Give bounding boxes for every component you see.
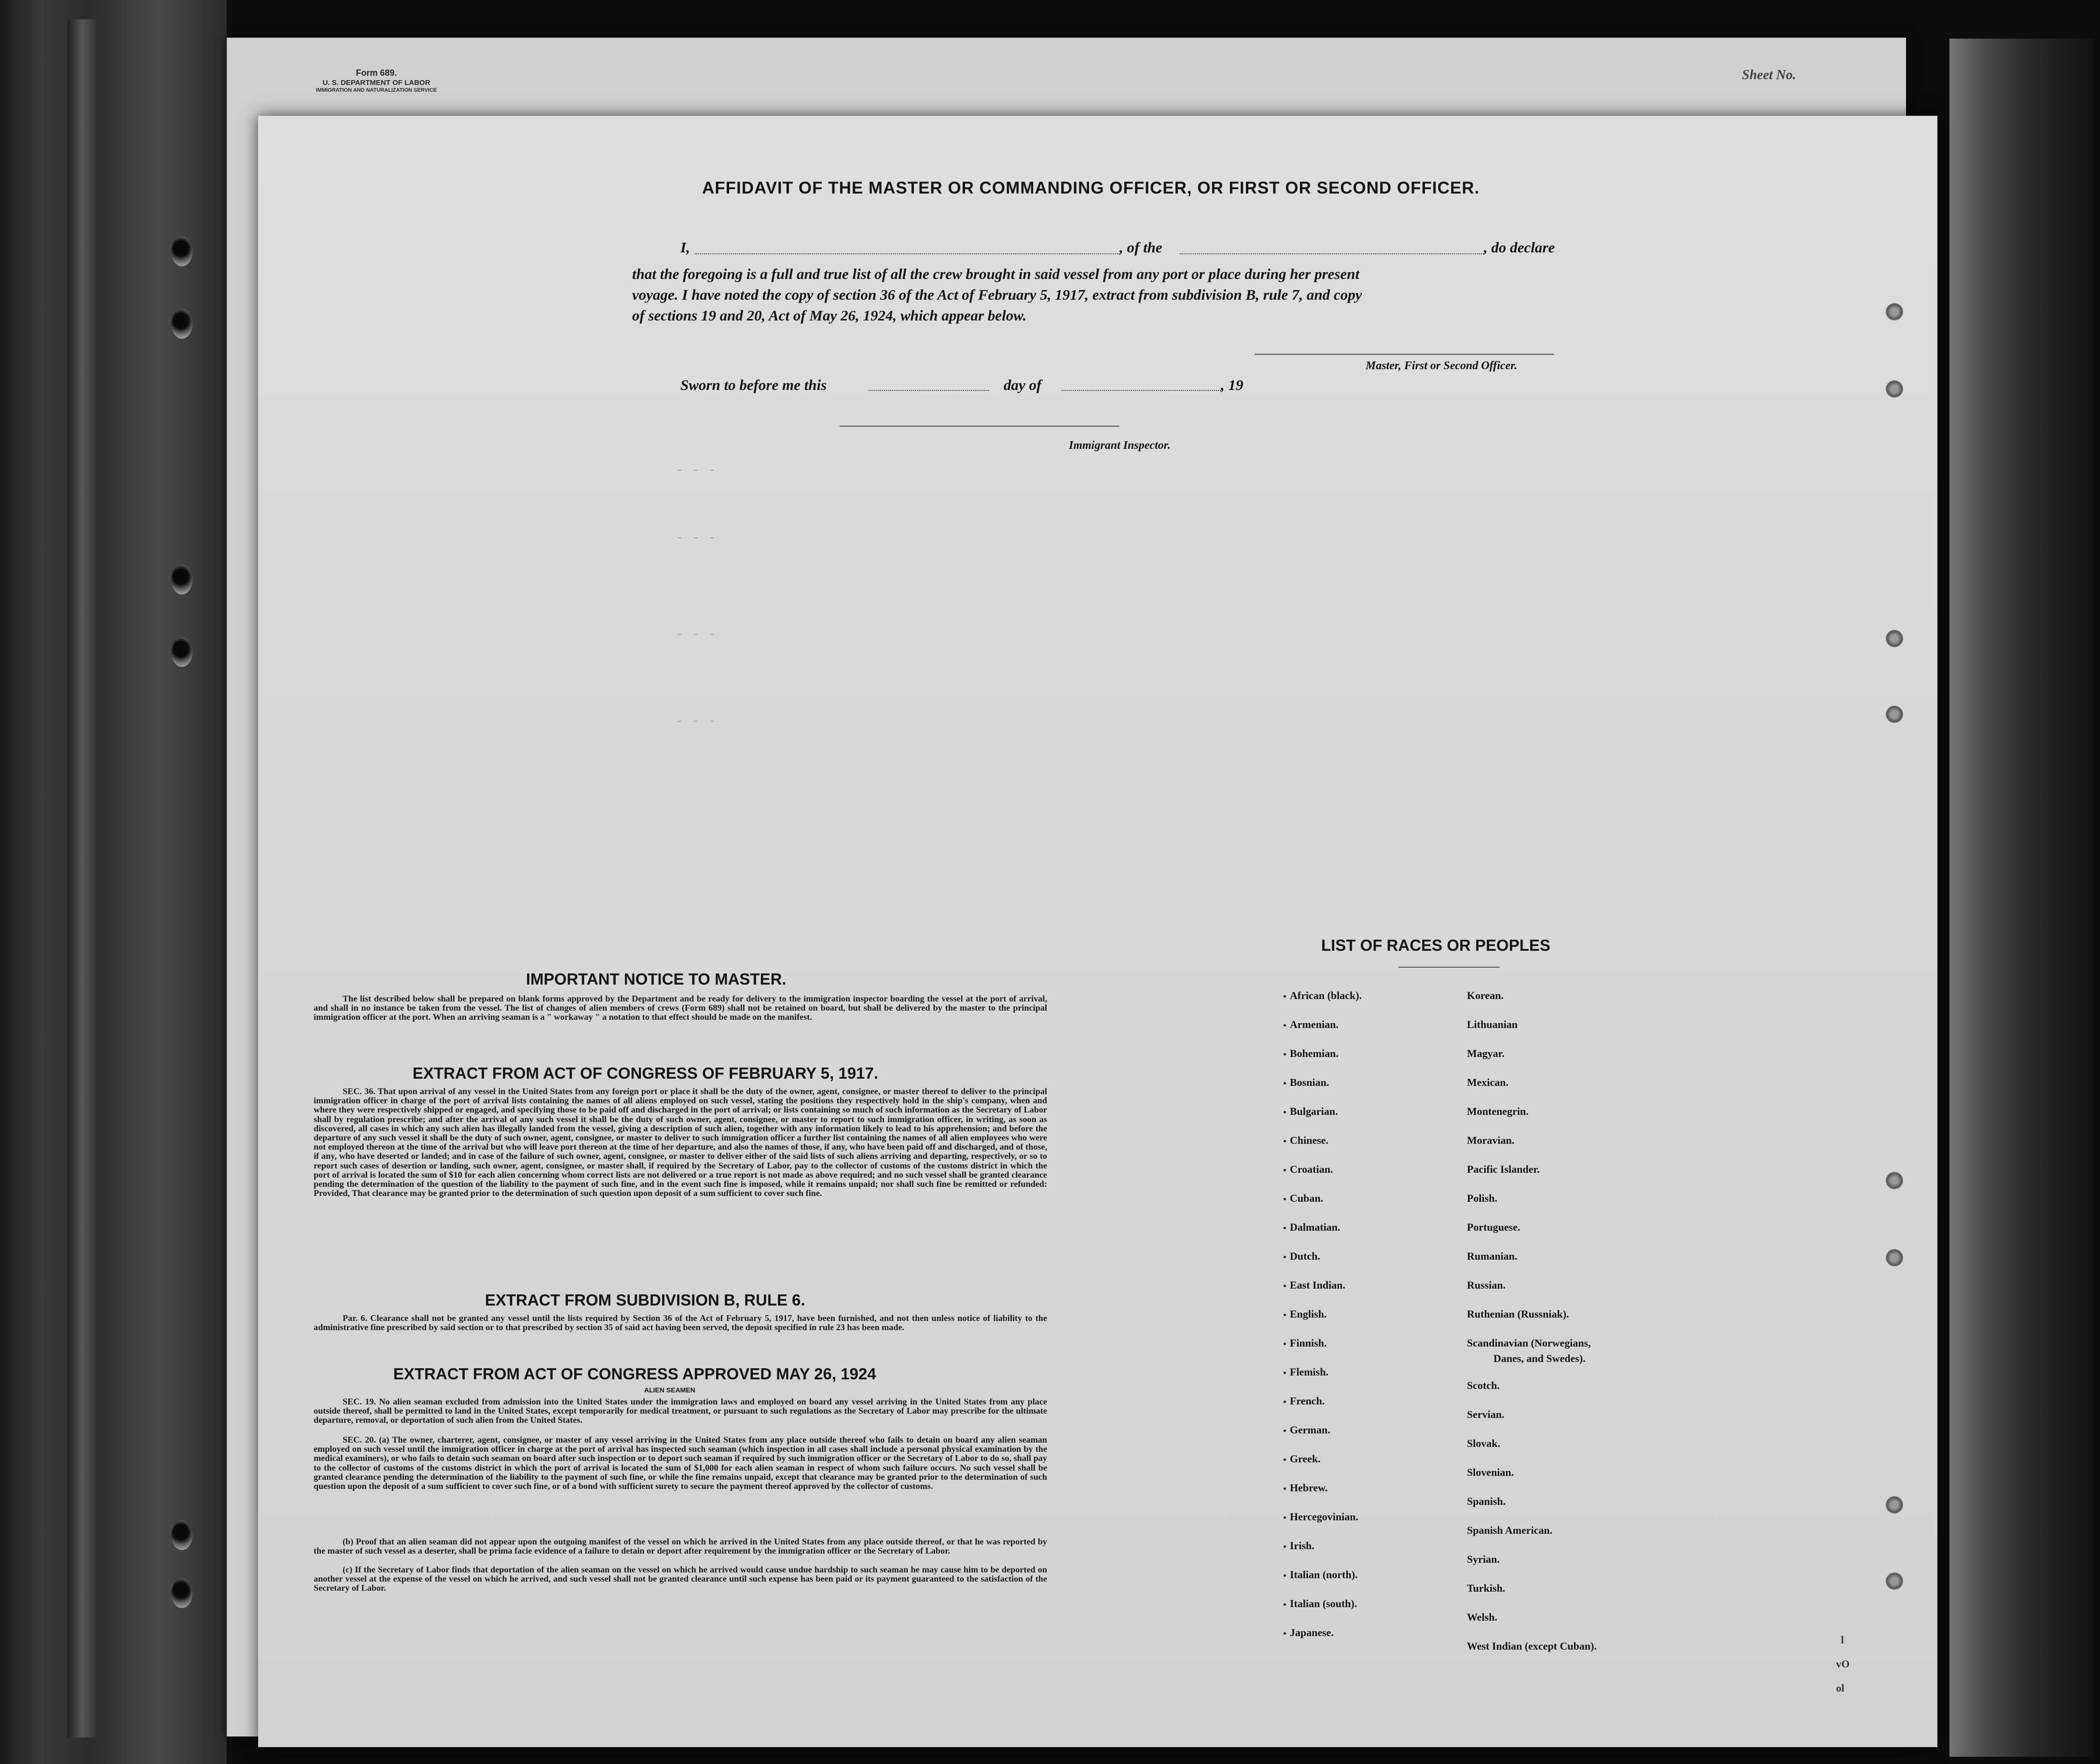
race-item xyxy=(1284,1540,1314,1552)
extract-1924-subtitle: ALIEN SEAMEN xyxy=(644,1386,695,1394)
punch-hole xyxy=(1886,630,1903,647)
race-label: Bohemian. xyxy=(1290,1047,1339,1059)
binder-edge xyxy=(68,19,97,1737)
edge-fragment: l xyxy=(1841,1634,1844,1646)
race-item: Welsh. xyxy=(1467,1611,1497,1623)
bullet-dot xyxy=(1284,1574,1286,1577)
race-item: Korean. xyxy=(1467,989,1504,1001)
punch-hole xyxy=(1886,1496,1903,1514)
race-item: Lithuanian xyxy=(1467,1018,1518,1030)
bullet-dot xyxy=(1284,1285,1286,1287)
race-item xyxy=(1284,1163,1333,1176)
affidavit-sheet xyxy=(258,116,1937,1747)
punch-hole xyxy=(171,309,193,339)
bullet-dot xyxy=(1284,1198,1286,1200)
page-stack-shadow xyxy=(1949,39,2094,1757)
race-item xyxy=(1284,1047,1339,1060)
sheet-number-label: Sheet No. xyxy=(1742,68,1796,83)
affidavit-title: AFFIDAVIT OF THE MASTER OR COMMANDING OFFICER, OR FIRST OR SECOND OFFICER. xyxy=(702,179,1480,197)
race-label: African (black). xyxy=(1290,989,1362,1001)
bullet-dot xyxy=(1284,1169,1286,1171)
race-item: Moravian. xyxy=(1467,1134,1515,1146)
bullet-dot xyxy=(1284,1430,1286,1432)
sec-20a-body: SEC. 20. (a) The owner, charterer, agent, consignee, or master of any vessel arriving in the United States from any place outside thereof who fails to detain on board any alien seaman employed on such vessel until the immigration officer in charge at the port of arrival has inspected such seaman (which inspection in all cases shall include a personal physical examination by the medical examiners), or who fails to detain such seaman on board after such inspection or to deport such seaman if required by such immigration officer or the Secretary of Labor to do so, shall pay to the collector of customs of the customs district in which the port of arrival is located the sum of $1,000 for each alien seaman in respect of whom such failure occurs. No such vessel shall be granted clearance pending the determination of the liability to the payment of such fine, or while the fine remains unpaid, except that clearance may be granted prior to the determination of such question upon the deposit of a sum sufficient to cover such fine, or of a bond with sufficient surety to secure the payment thereof approved by the collector of customs. xyxy=(314,1435,1047,1491)
race-label: Hebrew. xyxy=(1290,1482,1328,1494)
race-item xyxy=(1284,1221,1340,1234)
punch-hole xyxy=(1886,303,1903,320)
extract-1917-title: EXTRACT FROM ACT OF CONGRESS OF FEBRUARY 5, 1917. xyxy=(413,1064,879,1082)
race-label: Dutch. xyxy=(1290,1250,1320,1262)
race-item: Slovenian. xyxy=(1467,1466,1514,1478)
race-label: Greek. xyxy=(1290,1453,1321,1465)
bullet-dot xyxy=(1284,1314,1286,1316)
race-item xyxy=(1284,1018,1339,1031)
race-label: Italian (south). xyxy=(1290,1597,1357,1610)
race-label: Dalmatian. xyxy=(1290,1221,1340,1233)
race-item xyxy=(1284,1337,1326,1349)
bullet-dot xyxy=(1284,1545,1286,1548)
bullet-dot xyxy=(1284,1256,1286,1258)
race-label: Flemish. xyxy=(1290,1366,1329,1378)
bullet-dot xyxy=(1284,1343,1286,1345)
sworn-month-line xyxy=(1062,390,1221,391)
punch-hole xyxy=(171,236,193,266)
race-item: Mexican. xyxy=(1467,1076,1509,1088)
race-item xyxy=(1284,1134,1328,1147)
race-label: German. xyxy=(1290,1424,1330,1436)
race-item: Scandinavian (Norwegians, xyxy=(1467,1337,1591,1349)
race-item: Scotch. xyxy=(1467,1379,1500,1391)
race-label: Irish. xyxy=(1290,1540,1314,1552)
edge-fragment: vO xyxy=(1836,1658,1850,1670)
race-item xyxy=(1284,1424,1330,1436)
race-label: Hercegovinian. xyxy=(1290,1511,1358,1523)
extract-rule6-body: Par. 6. Clearance shall not be granted any vessel until the lists required by Section 36 of the Act of February 5, 1917, have been furnished, and not then unless notice of liability to the administrative fine prescribed by said section or to that prescribed by section 35 of said act having been served, the deposit specified in rule 23 has been made. xyxy=(314,1313,1047,1333)
race-item: Rumanian. xyxy=(1467,1250,1518,1262)
name-line xyxy=(695,253,1119,254)
master-signature-line xyxy=(1255,354,1554,355)
race-label: East Indian. xyxy=(1290,1279,1345,1291)
department-name: U. S. DEPARTMENT OF LABOR xyxy=(322,78,430,87)
race-item: Servian. xyxy=(1467,1408,1505,1420)
race-item xyxy=(1284,1569,1358,1581)
race-label: Chinese. xyxy=(1290,1134,1329,1146)
race-item xyxy=(1284,1250,1320,1263)
bullet-dot xyxy=(1284,1111,1286,1113)
punch-hole xyxy=(171,637,193,667)
punch-hole xyxy=(1886,1572,1903,1590)
punch-hole xyxy=(171,1520,193,1550)
punch-hole xyxy=(171,565,193,595)
race-item: Portuguese. xyxy=(1467,1221,1520,1233)
race-item: Ruthenian (Russniak). xyxy=(1467,1308,1569,1320)
binder-strip xyxy=(0,0,227,1764)
race-item: Magyar. xyxy=(1467,1047,1505,1059)
race-label: Bulgarian. xyxy=(1290,1105,1338,1117)
race-item xyxy=(1284,1279,1345,1292)
race-item xyxy=(1284,1511,1358,1523)
race-item: Syrian. xyxy=(1467,1553,1500,1565)
race-item: Slovak. xyxy=(1467,1437,1501,1449)
bullet-dot xyxy=(1284,1082,1286,1084)
sworn-day-line xyxy=(869,390,989,391)
race-item xyxy=(1284,1105,1338,1118)
punch-hole xyxy=(1886,380,1903,398)
bullet-dot xyxy=(1284,1227,1286,1229)
bullet-dot xyxy=(1284,1487,1286,1490)
bullet-dot xyxy=(1284,1024,1286,1027)
race-label: Japanese. xyxy=(1290,1626,1334,1639)
sec-19-body: SEC. 19. No alien seaman excluded from admission into the United States under the immigration laws and employed on board any vessel arriving in the United States from any place outside thereof, shall be permitted to land in the United States, except temporarily for medical treatment, or pursuant to such regulations as the Secretary of Labor may prescribe for the ultimate departure, removal, or deportation of such alien from the United States. xyxy=(314,1397,1047,1425)
sworn-label: Sworn to before me this xyxy=(680,376,827,393)
race-label: Croatian. xyxy=(1290,1163,1333,1175)
race-item: Spanish American. xyxy=(1467,1524,1553,1536)
race-item: West Indian (except Cuban). xyxy=(1467,1640,1597,1652)
punch-hole xyxy=(171,1578,193,1608)
race-item: Montenegrin. xyxy=(1467,1105,1529,1117)
affidavit-i: I, xyxy=(680,239,690,256)
race-label: Armenian. xyxy=(1290,1018,1339,1030)
race-item: Russian. xyxy=(1467,1279,1506,1291)
race-item xyxy=(1284,989,1362,1002)
affidavit-line-2: that the foregoing is a full and true list of all the crew brought in said vessel from any port or place during her present xyxy=(632,265,1360,282)
bullet-dot xyxy=(1284,1372,1286,1374)
punch-hole xyxy=(1886,1249,1903,1266)
bullet-dot xyxy=(1284,1053,1286,1056)
race-item: Polish. xyxy=(1467,1192,1497,1204)
extract-rule6-title: EXTRACT FROM SUBDIVISION B, RULE 6. xyxy=(485,1291,805,1309)
form-header xyxy=(304,68,449,94)
race-item xyxy=(1284,1076,1329,1089)
affidavit-line-3: voyage. I have noted the copy of section 36 of the Act of February 5, 1917, extract from subdivision B, rule 7, and copy xyxy=(632,286,1362,303)
race-item: Spanish. xyxy=(1467,1495,1506,1507)
sec-20c-body: (c) If the Secretary of Labor finds that deportation of the alien seaman on the vessel on which he arrived would cause undue hardship to such seaman he may cause him to be deported on another vessel at the expense of the vessel on which he arrived, and such vessel shall not be granted clearance until such expense has been paid or its payment guaranteed to the satisfaction of the Secretary of Labor. xyxy=(314,1565,1047,1593)
notice-title: IMPORTANT NOTICE TO MASTER. xyxy=(526,970,787,988)
master-signature-label: Master, First or Second Officer. xyxy=(1366,360,1518,372)
race-item: Pacific Islander. xyxy=(1467,1163,1540,1175)
race-label: Bosnian. xyxy=(1290,1076,1329,1088)
race-label: French. xyxy=(1290,1395,1325,1407)
race-item xyxy=(1284,1453,1321,1465)
affidavit-line-4: of sections 19 and 20, Act of May 26, 1924, which appear below. xyxy=(632,307,1027,324)
notice-body: The list described below shall be prepared on blank forms approved by the Department and be ready for delivery to the immigration inspector boarding the vessel at the port of arrival, and shall in no instance be taken from the vessel. The list of changes of alien members of crews (Form 689) shall not be retained on board, but shall be delivered by the master to the principal immigration officer at the port. When an arriving seaman is a " workaway " a notation to that effect should be made on the manifest. xyxy=(314,994,1047,1022)
punch-hole xyxy=(1886,706,1903,723)
service-name: IMMIGRATION AND NATURALIZATION SERVICE xyxy=(316,87,437,94)
race-item xyxy=(1284,1482,1327,1494)
race-item xyxy=(1284,1395,1325,1407)
inspector-signature-line xyxy=(840,426,1119,427)
form-number: Form 689. xyxy=(356,68,397,78)
race-item: Turkish. xyxy=(1467,1582,1506,1594)
sec-20b-body: (b) Proof that an alien seaman did not appear upon the outgoing manifest of the vessel on which he arrived in the United States from any place outside thereof, or that he was reported by the master of such vessel as a deserter, shall be prima facie evidence of a failure to detain or deport after requirement by the immigration officer or the Secretary of Labor. xyxy=(314,1537,1047,1556)
race-item xyxy=(1284,1366,1328,1378)
race-item xyxy=(1284,1192,1323,1205)
race-item xyxy=(1284,1308,1326,1320)
race-label: Cuban. xyxy=(1290,1192,1324,1204)
bullet-dot xyxy=(1284,1516,1286,1519)
day-of-label: day of xyxy=(1004,376,1042,393)
race-item xyxy=(1284,1626,1334,1639)
race-label: Finnish. xyxy=(1290,1337,1327,1349)
race-item-continuation: Danes, and Swedes). xyxy=(1493,1352,1586,1364)
edge-fragment: ol xyxy=(1836,1682,1845,1694)
inspector-label: Immigrant Inspector. xyxy=(1069,439,1171,452)
bullet-dot xyxy=(1284,995,1286,998)
affidavit-do-declare: , do declare xyxy=(1484,239,1555,256)
affidavit-of-the: , of the xyxy=(1119,239,1162,256)
punch-hole xyxy=(1886,1172,1903,1189)
races-title-rule xyxy=(1398,967,1500,968)
extract-1917-body: SEC. 36. That upon arrival of any vessel in the United States from any foreign port or place it shall be the duty of the owner, agent, consignee, or master thereof to deliver to the principal immigration officer in charge of the port of arrival lists containing the names of all aliens employed on such vessel, stating the positions they respectively hold in the ship's company, when and where they were respectively shipped or engaged, and specifying those to be paid off and discharged in the port of arrival; or lists containing so much of such information as the Secretary of Labor shall by regulation prescribe; and after the arrival of any such vessel it shall be the duty of such owner, agent, consignee, or master to report to such immigration officer, in writing, as soon as discovered, all cases in which any such alien has illegally landed from the vessel, giving a description of such alien, together with any information likely to lead to his apprehension; and before the departure of any such vessel it shall be the duty of such owner, agent, consignee, or master to deliver to such immigration officer a further list containing the names of all alien employees who were not employed thereon at the time of the arrival but who will leave port thereon at the time of her departure, and also the names of those, if any, who have been paid off and discharged, and of those, if any, who have deserted or landed; and in case of the failure of such owner, agent, consignee, or master to deliver either of the said lists of such aliens arriving and departing, respectively, or so to report such cases of desertion or landing, such owner, agent, consignee, or master shall, if required by the Secretary of Labor, pay to the collector of customs of the customs district in which the port of arrival is located the sum of $10 for each alien concerning whom correct lists are not delivered or a true report is not made as above required; and no such vessel shall be granted clearance pending the determination of the question of the liability to the payment of such fine, and in the event such fine is imposed, while it remains unpaid; nor shall such fine be remitted or refunded: Provided, That clearance may be granted prior to the determination of such question upon deposit of a sum sufficient to cover such fine. xyxy=(314,1086,1047,1198)
year-prefix: , 19 xyxy=(1221,376,1243,393)
bullet-dot xyxy=(1284,1632,1286,1635)
race-label: Italian (north). xyxy=(1290,1569,1358,1581)
races-title: LIST OF RACES OR PEOPLES xyxy=(1321,936,1550,954)
vessel-line xyxy=(1180,253,1484,254)
bullet-dot xyxy=(1284,1401,1286,1403)
bullet-dot xyxy=(1284,1603,1286,1606)
bullet-dot xyxy=(1284,1458,1286,1461)
race-label: English. xyxy=(1290,1308,1327,1320)
race-item xyxy=(1284,1597,1357,1610)
bullet-dot xyxy=(1284,1140,1286,1142)
extract-1924-title: EXTRACT FROM ACT OF CONGRESS APPROVED MAY 26, 1924 xyxy=(393,1365,876,1383)
